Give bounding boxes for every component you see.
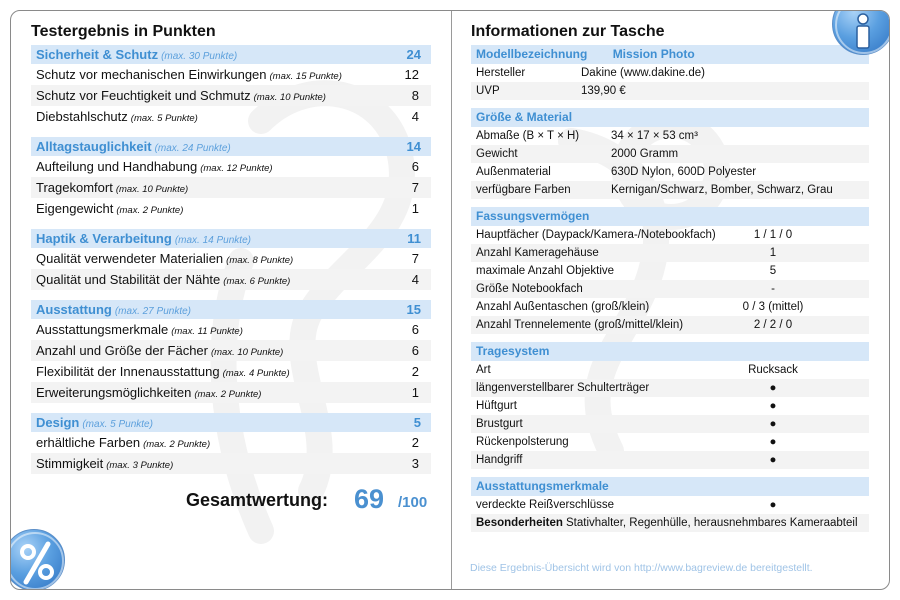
info-row-value: ●	[769, 382, 777, 394]
score-row-max: (max. 8 Punkte)	[226, 255, 294, 266]
info-row	[471, 64, 869, 82]
score-row-label: Qualität verwendeter Materialien	[36, 251, 224, 266]
score-row-max: (max. 6 Punkte)	[223, 276, 291, 287]
info-row	[471, 82, 869, 100]
score-panel-title: Testergebnis in Punkten	[31, 23, 216, 40]
score-row-label: Aufteilung und Handhabung	[36, 159, 198, 174]
info-row-value: ●	[769, 436, 777, 448]
section-gap	[31, 127, 431, 137]
info-row	[471, 316, 869, 334]
score-row-score: 4	[411, 109, 419, 124]
info-section-header: Tragesystem	[471, 342, 869, 361]
score-section-name: Sicherheit & Schutz	[36, 47, 159, 62]
info-panel-title: Informationen zur Tasche	[471, 23, 665, 40]
info-row	[471, 127, 869, 145]
info-row	[471, 226, 869, 244]
info-row-label: Anzahl Außentaschen (groß/klein)	[476, 301, 650, 313]
info-row	[471, 163, 869, 181]
info-row-label: Abmaße (B × T × H)	[476, 130, 580, 142]
info-row	[471, 451, 869, 469]
score-section-name: Ausstattung	[36, 302, 112, 317]
score-section-max: (max. 30 Punkte)	[161, 51, 238, 62]
score-row	[31, 156, 431, 177]
score-row-score: 7	[411, 251, 419, 266]
info-row	[471, 244, 869, 262]
score-row-score: 7	[411, 180, 419, 195]
score-row	[31, 177, 431, 198]
info-row-label: Besonderheiten	[476, 517, 563, 529]
info-row-value: 2 / 2 / 0	[753, 319, 793, 331]
score-row-max: (max. 10 Punkte)	[210, 347, 284, 358]
score-row-score: 8	[411, 88, 419, 103]
info-row-label: Anzahl Trennelemente (groß/mittel/klein)	[476, 319, 684, 331]
info-row-value: 630D Nylon, 600D Polyester	[611, 166, 757, 178]
info-row-label: längenverstellbarer Schulterträger	[476, 382, 650, 394]
score-section-header	[31, 300, 431, 319]
score-row-score: 6	[411, 159, 419, 174]
info-row-value: -	[771, 283, 775, 295]
info-row	[471, 415, 869, 433]
info-row-value: ●	[769, 499, 777, 511]
info-row-label: UVP	[476, 85, 500, 97]
score-row-score: 6	[411, 322, 419, 337]
info-section-header: Größe & Material	[471, 108, 869, 127]
score-section-name: Haptik & Verarbeitung	[36, 231, 172, 246]
info-row-label: Hüftgurt	[476, 400, 517, 412]
info-row-label: Größe Notebookfach	[476, 283, 583, 295]
score-row-label: erhältliche Farben	[36, 435, 141, 450]
info-row-value: 1	[769, 247, 777, 259]
info-row-label: verfügbare Farben	[476, 184, 571, 196]
score-row-label: Eigengewicht	[36, 201, 114, 216]
score-row-label: Schutz vor mechanischen Einwirkungen	[36, 67, 267, 82]
column-divider	[451, 11, 452, 590]
score-row-max: (max. 11 Punkte)	[171, 326, 243, 337]
info-row	[471, 514, 869, 532]
score-row	[31, 382, 431, 403]
score-row	[31, 340, 431, 361]
score-row-label: Erweiterungsmöglichkeiten	[36, 385, 192, 400]
info-row-value: 139,90 €	[581, 85, 626, 97]
section-gap	[471, 199, 869, 207]
score-sections	[31, 45, 431, 474]
info-row-label: Hersteller	[476, 67, 526, 79]
total-max: /100	[398, 494, 428, 511]
score-section-score: 15	[406, 302, 421, 317]
score-row	[31, 64, 431, 85]
footer-credit: Diese Ergebnis-Übersicht wird von http://www.bagreview.de bereitgestellt.	[470, 562, 813, 574]
info-row-label: Außenmaterial	[476, 166, 551, 178]
score-section-header	[31, 137, 431, 156]
percent-icon	[10, 530, 66, 590]
info-row-label: Brustgurt	[476, 418, 523, 430]
score-row-max: (max. 4 Punkte)	[222, 368, 290, 379]
score-section-score: 11	[407, 231, 421, 246]
section-gap	[471, 469, 869, 477]
score-row-max: (max. 2 Punkte)	[116, 205, 184, 216]
score-section-header	[31, 413, 431, 432]
score-section-max: (max. 14 Punkte)	[174, 235, 251, 246]
score-row	[31, 106, 431, 127]
score-row	[31, 248, 431, 269]
score-row-label: Tragekomfort	[36, 180, 113, 195]
score-section-score: 24	[406, 47, 421, 62]
info-icon	[833, 10, 890, 56]
score-row	[31, 453, 431, 474]
score-section-max: (max. 27 Punkte)	[114, 306, 191, 317]
total-value: 69	[354, 484, 385, 514]
info-row-label: Rückenpolsterung	[476, 436, 569, 448]
score-row-label: Schutz vor Feuchtigkeit und Schmutz	[36, 88, 251, 103]
score-section-score: 14	[406, 139, 421, 154]
score-row-max: (max. 3 Punkte)	[106, 460, 174, 471]
score-row-max: (max. 2 Punkte)	[194, 389, 262, 400]
score-row	[31, 361, 431, 382]
info-row-value: 5	[769, 265, 777, 277]
info-row-label: verdeckte Reißverschlüsse	[476, 499, 615, 511]
score-row-max: (max. 10 Punkte)	[253, 92, 326, 103]
info-section-header: Fassungsvermögen	[471, 207, 869, 226]
percent-badge	[10, 529, 65, 590]
info-row-label: Art	[476, 364, 491, 376]
info-row	[471, 361, 869, 379]
score-row-max: (max. 10 Punkte)	[115, 184, 189, 195]
score-panel	[31, 21, 431, 522]
score-row-score: 3	[411, 456, 419, 471]
info-row-value: 2000 Gramm	[611, 148, 679, 160]
review-card	[10, 10, 890, 590]
section-gap	[31, 290, 431, 300]
info-row-value: Stativhalter, Regenhülle, herausnehmbares Kameraabteil	[566, 517, 858, 529]
score-row	[31, 319, 431, 340]
info-row	[471, 262, 869, 280]
info-row	[471, 379, 869, 397]
info-row-label: maximale Anzahl Objektive	[476, 265, 615, 277]
score-section-name: Design	[36, 415, 80, 430]
score-row	[31, 85, 431, 106]
model-header	[471, 45, 869, 64]
info-row	[471, 397, 869, 415]
info-row	[471, 433, 869, 451]
info-sections	[471, 108, 869, 532]
model-label: Modellbezeichnung	[476, 47, 588, 61]
score-row-label: Stimmigkeit	[36, 456, 104, 471]
score-section-name: Alltagstauglichkeit	[36, 139, 152, 154]
score-row	[31, 432, 431, 453]
section-gap	[31, 219, 431, 229]
info-row-label: Handgriff	[476, 454, 523, 466]
info-row-value: ●	[769, 418, 777, 430]
info-row	[471, 280, 869, 298]
score-row-max: (max. 15 Punkte)	[269, 71, 342, 82]
info-row-value: Dakine (www.dakine.de)	[581, 67, 706, 79]
info-badge	[832, 10, 890, 55]
info-row-label: Hauptfächer (Daypack/Kamera-/Notebookfach)	[476, 229, 716, 241]
info-row-value: 1 / 1 / 0	[753, 229, 793, 241]
info-row-value: Kernigan/Schwarz, Bomber, Schwarz, Grau	[611, 184, 833, 196]
score-row-label: Diebstahlschutz	[36, 109, 128, 124]
total-label: Gesamtwertung:	[186, 490, 329, 510]
info-row	[471, 496, 869, 514]
score-row-label: Qualität und Stabilität der Nähte	[36, 272, 221, 287]
score-row-score: 2	[411, 364, 419, 379]
info-section-header: Ausstattungsmerkmale	[471, 477, 869, 496]
score-section-header	[31, 229, 431, 248]
info-row	[471, 298, 869, 316]
score-row-label: Anzahl und Größe der Fächer	[36, 343, 208, 358]
score-row	[31, 198, 431, 219]
info-row-value: ●	[769, 454, 777, 466]
score-row-score: 12	[404, 67, 419, 82]
score-row-max: (max. 2 Punkte)	[143, 439, 211, 450]
score-row	[31, 269, 431, 290]
score-row-score: 2	[411, 435, 419, 450]
score-row-label: Ausstattungsmerkmale	[36, 322, 169, 337]
score-section-header	[31, 45, 431, 64]
info-panel	[471, 21, 869, 532]
info-row-value: 0 / 3 (mittel)	[742, 301, 804, 313]
info-row-value: 34 × 17 × 53 cm³	[611, 130, 698, 142]
score-section-score: 5	[413, 415, 421, 430]
info-row-label: Gewicht	[476, 148, 518, 160]
score-section-max: (max. 5 Punkte)	[82, 419, 153, 430]
score-row-score: 4	[411, 272, 419, 287]
section-gap	[31, 403, 431, 413]
score-row-score: 1	[411, 201, 419, 216]
score-section-max: (max. 24 Punkte)	[154, 143, 231, 154]
score-row-max: (max. 5 Punkte)	[130, 113, 198, 124]
score-row-score: 6	[411, 343, 419, 358]
section-gap	[471, 334, 869, 342]
model-value: Mission Photo	[612, 47, 695, 61]
score-row-label: Flexibilität der Innenausstattung	[36, 364, 220, 379]
info-row-label: Anzahl Kameragehäuse	[476, 247, 599, 259]
info-row-value: Rucksack	[748, 364, 798, 376]
total-score	[31, 482, 431, 522]
score-row-score: 1	[411, 385, 419, 400]
info-row	[471, 145, 869, 163]
score-row-max: (max. 12 Punkte)	[200, 163, 273, 174]
info-row	[471, 181, 869, 199]
info-row-value: ●	[769, 400, 777, 412]
